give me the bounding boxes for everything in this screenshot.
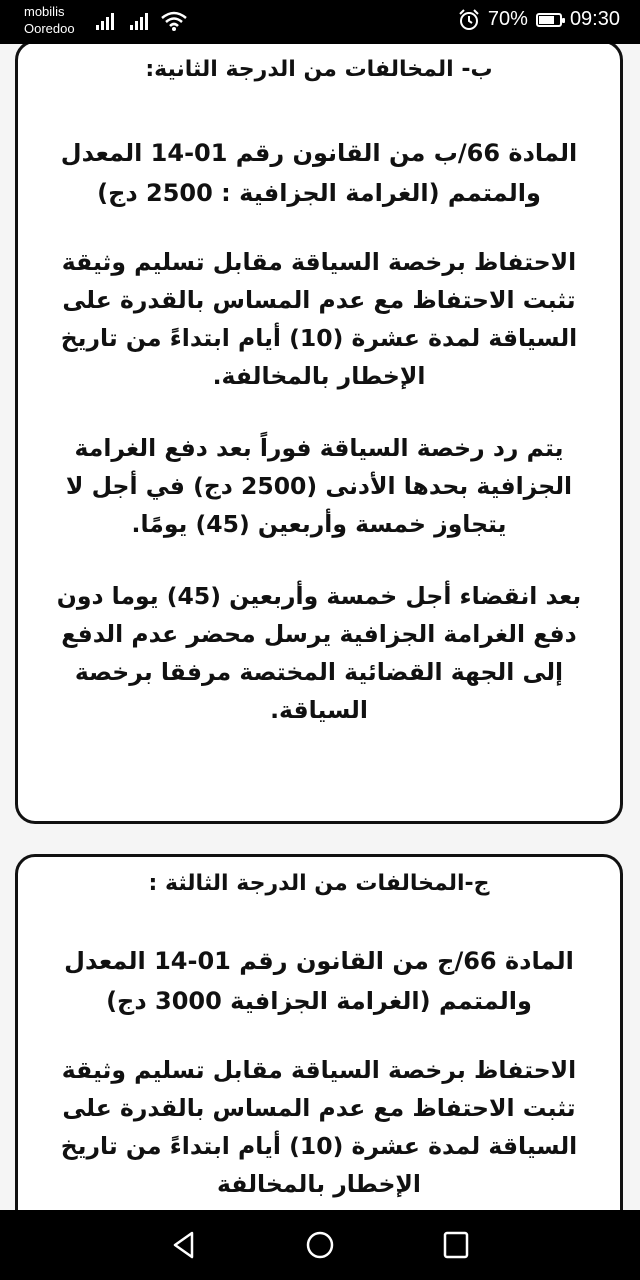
card-third-degree-violations (15, 854, 623, 1210)
alarm-icon (458, 9, 480, 31)
article-reference: المادة 66/ج من القانون رقم 01-14 المعدل والمتمم (الغرامة الجزافية 3000 دج) (64, 947, 574, 1015)
status-bar (0, 0, 640, 44)
card-second-degree-violations (15, 44, 623, 824)
article-reference: المادة 66/ب من القانون رقم 01-14 المعدل والمتمم (الغرامة الجزافية : 2500 دج) (60, 139, 578, 207)
battery-percent: 70% (487, 8, 528, 30)
paragraph: بعد انقضاء أجل خمسة وأربعين (45) يوما دون دفع الغرامة الجزافية يرسل محضر عدم الدفع إلى الجهة القضائية المختصة مرفقا برخصة السياقة. (56, 582, 582, 724)
status-right (458, 8, 620, 31)
back-icon[interactable] (170, 1230, 198, 1260)
battery-icon (536, 13, 562, 27)
carrier-ooredoo: Ooredoo (24, 21, 75, 36)
paragraph: الاحتفاظ برخصة السياقة مقابل تسليم وثيقة تثبت الاحتفاظ مع عدم المساس بالقدرة على السياقة لمدة عشرة (10) أيام ابتداءً من تاريخ الإخطار بالمخالفة. (60, 248, 578, 390)
signal-icon (130, 12, 152, 30)
signal-icon (96, 12, 118, 30)
navigation-bar (0, 1210, 640, 1280)
card-heading: ب- المخالفات من الدرجة الثانية: (145, 57, 493, 82)
paragraph: الاحتفاظ برخصة السياقة مقابل تسليم وثيقة تثبت الاحتفاظ مع عدم المساس بالقدرة على السياقة لمدة عشرة (10) أيام ابتداءً من تاريخ الإخطار بالمخالفة (60, 1056, 578, 1198)
paragraph: يتم رد رخصة السياقة فوراً بعد دفع الغرامة الجزافية بحدها الأدنى (2500 دج) في أجل لا يتجاوز خمسة وأربعين (45) يومًا. (65, 434, 573, 538)
recents-icon[interactable] (442, 1230, 470, 1260)
card-heading: ج-المخالفات من الدرجة الثالثة : (148, 871, 490, 896)
wifi-icon (160, 10, 188, 32)
home-icon[interactable] (305, 1230, 335, 1260)
content-scroll-area[interactable] (0, 44, 640, 1210)
carrier-mobilis: mobilis (24, 4, 65, 19)
carrier-names (24, 3, 75, 37)
clock: 09:30 (569, 8, 620, 30)
